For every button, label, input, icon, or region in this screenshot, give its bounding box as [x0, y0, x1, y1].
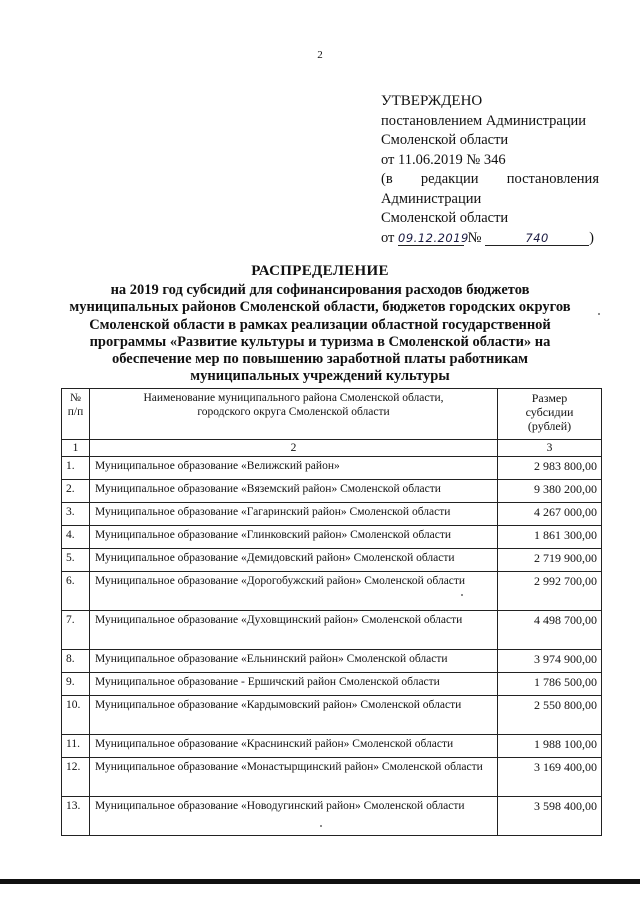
row-name-cell: Муниципальное образование «Кардымовский район» Смоленской области: [90, 696, 498, 735]
row-amount-cell: 3 598 400,00: [498, 797, 602, 836]
row-amount-cell: 1 988 100,00: [498, 735, 602, 758]
row-name-cell: Муниципальное образование «Краснинский район» Смоленской области: [90, 735, 498, 758]
heading-line-2: муниципальных районов Смоленской области, бюджетов городских округов: [69, 299, 571, 316]
header-number-cell: [62, 389, 90, 440]
approval-title: УТВЕРЖДЕНО: [381, 93, 483, 109]
row-amount-cell: 2 719 900,00: [498, 549, 602, 572]
row-amount-cell: 3 974 900,00: [498, 650, 602, 673]
approval-number-sign: №: [467, 229, 482, 246]
row-amount-cell: 9 380 200,00: [498, 480, 602, 503]
row-amount-cell: 3 169 400,00: [498, 758, 602, 797]
header-amount-line-2: субсидии: [525, 405, 574, 419]
row-amount-cell: 4 498 700,00: [498, 611, 602, 650]
heading-line-6: муниципальных учреждений культуры: [190, 368, 450, 385]
row-number-cell: 6.: [62, 572, 90, 611]
scan-speck: [320, 825, 322, 827]
handwritten-number: 740: [485, 231, 589, 246]
scan-border-bar: [0, 879, 640, 884]
table-body: [62, 457, 602, 836]
document-heading: [40, 263, 600, 385]
approval-line-1: постановлением Администрации: [381, 112, 587, 129]
row-name-cell: Муниципальное образование «Гагаринский район» Смоленской области: [90, 503, 498, 526]
row-number-cell: 13.: [62, 797, 90, 836]
table-row: [62, 526, 602, 549]
approval-closing-paren: ): [589, 229, 594, 246]
approval-date-prefix: от: [381, 229, 395, 246]
row-number-cell: 5.: [62, 549, 90, 572]
row-name-cell: Муниципальное образование «Ельнинский район» Смоленской области: [90, 650, 498, 673]
row-number-cell: 8.: [62, 650, 90, 673]
column-number-2: 2: [90, 440, 498, 457]
approval-line-3: от 11.06.2019 № 346: [381, 151, 506, 168]
approval-line-7: [381, 229, 599, 249]
row-name-cell: Муниципальное образование «Вяземский район» Смоленской области: [90, 480, 498, 503]
table-row: [62, 480, 602, 503]
row-number-cell: 11.: [62, 735, 90, 758]
header-name-line-1: Наименование муниципального района Смоленской области,: [143, 392, 444, 404]
header-name-line-2: городского округа Смоленской области: [197, 406, 390, 418]
header-number-line-1: №: [70, 392, 81, 404]
handwritten-date: 09.12.2019: [398, 230, 469, 245]
table-row: [62, 611, 602, 650]
column-number-row: [62, 440, 602, 457]
subsidy-table: [61, 388, 602, 836]
table-header-row: [62, 389, 602, 440]
row-number-cell: 2.: [62, 480, 90, 503]
table-row: [62, 503, 602, 526]
scan-speck: [598, 313, 600, 315]
row-name-cell: Муниципальное образование «Духовщинский район» Смоленской области: [90, 611, 498, 650]
heading-title: РАСПРЕДЕЛЕНИЕ: [251, 263, 389, 279]
row-number-cell: 12.: [62, 758, 90, 797]
row-name-cell: Муниципальное образование «Глинковский район» Смоленской области: [90, 526, 498, 549]
header-amount-line-3: (рублей): [527, 419, 572, 433]
approval-line-4-part-c: постановления: [506, 171, 599, 187]
header-number-line-2: п/п: [67, 406, 84, 418]
approval-line-4-part-a: (в: [381, 171, 393, 187]
row-amount-cell: 2 992 700,00: [498, 572, 602, 611]
row-number-cell: 3.: [62, 503, 90, 526]
row-name-cell: Муниципальное образование «Велижский район»: [90, 457, 498, 480]
heading-line-1: на 2019 год субсидий для софинансирования расходов бюджетов: [110, 282, 530, 299]
table-row: [62, 758, 602, 797]
approval-block: [381, 92, 599, 248]
table-row: [62, 572, 602, 611]
page-number: 2: [317, 49, 323, 61]
row-name-cell: Муниципальное образование «Монастырщинский район» Смоленской области: [90, 758, 498, 797]
row-name-cell: Муниципальное образование «Новодугинский район» Смоленской области: [90, 797, 498, 836]
row-name-cell: Муниципальное образование «Дорогобужский район» Смоленской области: [90, 572, 498, 611]
row-number-cell: 10.: [62, 696, 90, 735]
row-name-cell: Муниципальное образование «Демидовский район» Смоленской области: [90, 549, 498, 572]
row-amount-cell: 1 861 300,00: [498, 526, 602, 549]
approval-line-4-part-b: редакции: [420, 171, 479, 187]
table-row: [62, 696, 602, 735]
header-amount-cell: [498, 389, 602, 440]
row-name-cell: Муниципальное образование - Ершичский район Смоленской области: [90, 673, 498, 696]
row-amount-cell: 1 786 500,00: [498, 673, 602, 696]
row-number-cell: 7.: [62, 611, 90, 650]
column-number-3: 3: [498, 440, 602, 457]
table-row: [62, 650, 602, 673]
header-name-cell: [90, 389, 498, 440]
approval-line-6: Смоленской области: [381, 210, 509, 226]
scan-speck: [461, 594, 463, 596]
table-row: [62, 797, 602, 836]
heading-line-5: обеспечение мер по повышению заработной платы работникам: [111, 351, 529, 368]
column-number-1: 1: [62, 440, 90, 457]
table-row: [62, 549, 602, 572]
approval-line-2: Смоленской области: [381, 132, 509, 148]
approval-line-4: [381, 170, 599, 190]
header-amount-line-1: Размер: [531, 391, 568, 405]
approval-line-5: Администрации: [381, 190, 482, 207]
table-row: [62, 735, 602, 758]
row-amount-cell: 4 267 000,00: [498, 503, 602, 526]
row-number-cell: 9.: [62, 673, 90, 696]
row-amount-cell: 2 550 800,00: [498, 696, 602, 735]
table-row: [62, 457, 602, 480]
row-amount-cell: 2 983 800,00: [498, 457, 602, 480]
row-number-cell: 4.: [62, 526, 90, 549]
heading-line-3: Смоленской области в рамках реализации областной государственной: [89, 316, 551, 333]
heading-line-4: программы «Развитие культуры и туризма в Смоленской области» на: [89, 333, 551, 350]
table-row: [62, 673, 602, 696]
row-number-cell: 1.: [62, 457, 90, 480]
